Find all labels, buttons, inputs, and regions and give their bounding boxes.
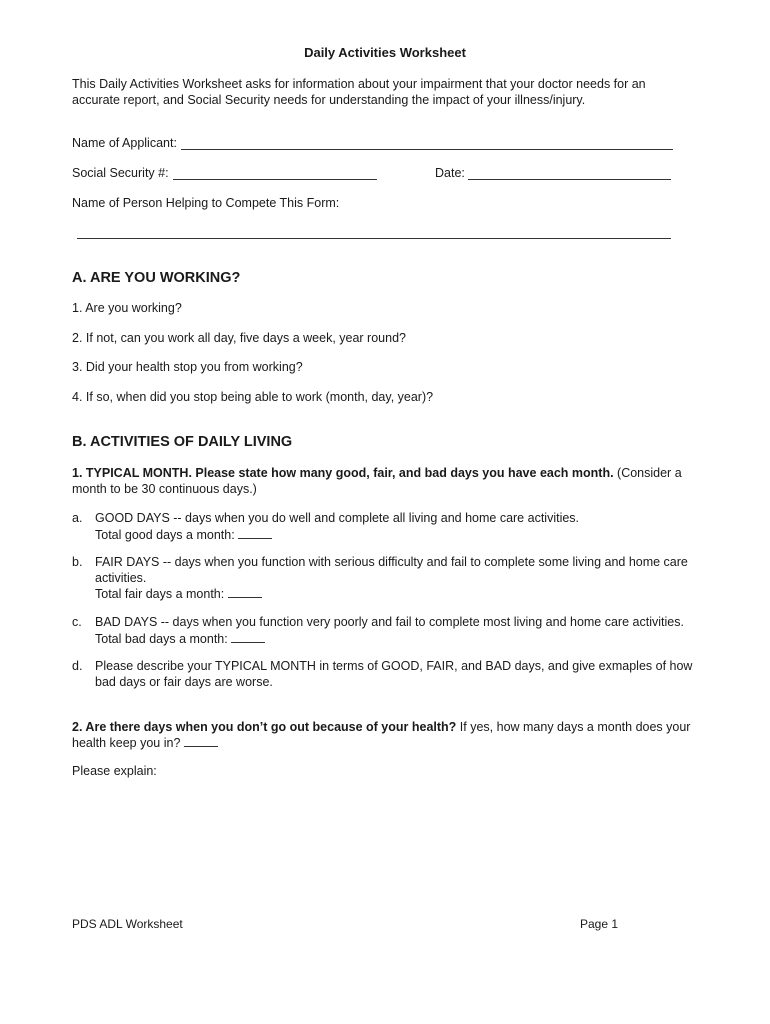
question-b1-note: (Consider a month to be 30 continuous days.) xyxy=(72,466,682,496)
item-fair-days xyxy=(72,555,702,603)
explain-label: Please explain: xyxy=(72,764,157,778)
applicant-name-field[interactable] xyxy=(181,149,673,150)
section-b-heading: B. ACTIVITIES OF DAILY LIVING xyxy=(72,434,293,450)
question-b2-bold: 2. Are there days when you don’t go out because of your health? xyxy=(72,720,457,734)
bad-days-blank[interactable] xyxy=(231,631,265,643)
item-description: FAIR DAYS -- days when you function with serious difficulty and fail to complete some living and home care activities. xyxy=(95,555,688,585)
item-description: GOOD DAYS -- days when you do well and complete all living and home care activities. xyxy=(95,511,580,525)
question-b2 xyxy=(72,719,702,751)
item-letter: d. xyxy=(72,659,83,673)
item-description: Please describe your TYPICAL MONTH in terms of GOOD, FAIR, and BAD days, and give exmaples of how bad days or fair days are worse. xyxy=(95,659,693,689)
item-letter: b. xyxy=(72,555,83,569)
question-a2: 2. If not, can you work all day, five days a week, year round? xyxy=(72,331,406,345)
item-total-label: Total good days a month: xyxy=(95,527,235,542)
applicant-name-label: Name of Applicant: xyxy=(72,136,177,150)
question-a1: 1. Are you working? xyxy=(72,301,182,315)
item-describe-month xyxy=(72,659,702,690)
explain-area[interactable] xyxy=(72,784,692,904)
item-good-days xyxy=(72,511,702,543)
question-a3: 3. Did your health stop you from working? xyxy=(72,360,303,374)
ssn-field[interactable] xyxy=(173,179,377,180)
days-kept-in-blank[interactable] xyxy=(184,735,218,747)
date-field[interactable] xyxy=(468,179,671,180)
item-total-label: Total bad days a month: xyxy=(95,631,228,646)
item-bad-days xyxy=(72,615,702,647)
good-days-blank[interactable] xyxy=(238,527,272,539)
date-label: Date: xyxy=(435,166,465,180)
item-description: BAD DAYS -- days when you function very poorly and fail to complete most living and home care activities. xyxy=(95,615,684,629)
fair-days-blank[interactable] xyxy=(228,586,262,598)
question-b1 xyxy=(72,465,697,497)
item-total-label: Total fair days a month: xyxy=(95,587,225,601)
question-b1-bold: 1. TYPICAL MONTH. Please state how many good, fair, and bad days you have each month. xyxy=(72,466,614,480)
section-a-heading: A. ARE YOU WORKING? xyxy=(72,270,241,286)
item-letter: a. xyxy=(72,511,83,525)
footer-title: PDS ADL Worksheet xyxy=(72,917,183,931)
intro-paragraph: This Daily Activities Worksheet asks for information about your impairment that your doctor needs for an accurate report, and Social Security needs for understanding the impact of your illness/injury. xyxy=(72,77,646,107)
helper-name-field[interactable] xyxy=(77,238,671,239)
item-letter: c. xyxy=(72,615,82,629)
page-number: Page 1 xyxy=(580,917,619,931)
question-b2-rest: If yes, how many days a month does your health keep you in? xyxy=(72,720,691,750)
helper-name-label: Name of Person Helping to Compete This Form: xyxy=(72,196,340,210)
question-a4: 4. If so, when did you stop being able to work (month, day, year)? xyxy=(72,390,434,404)
ssn-label: Social Security #: xyxy=(72,166,169,180)
page-title: Daily Activities Worksheet xyxy=(304,45,466,60)
